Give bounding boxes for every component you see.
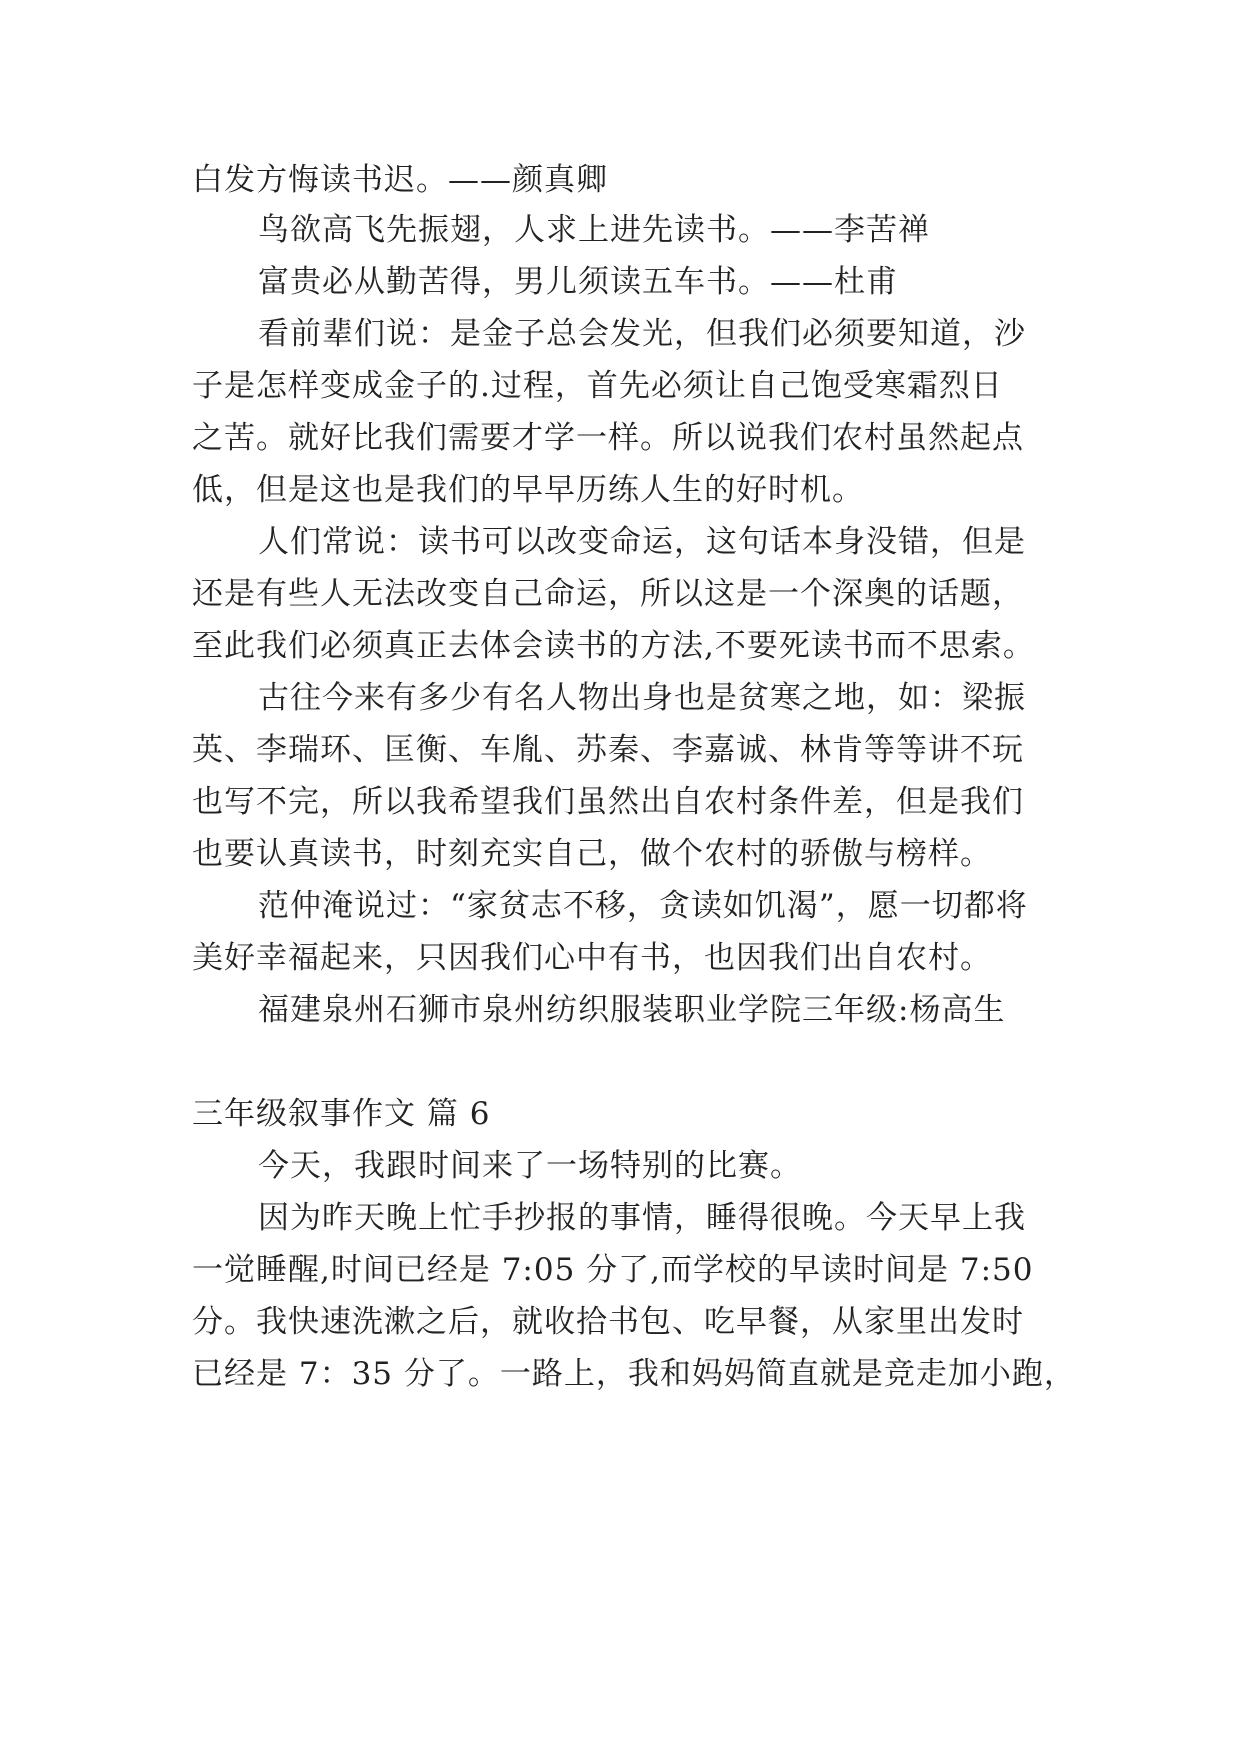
text-line: 一觉睡醒,时间已经是 7:05 分了,而学校的早读时间是 7:50	[192, 1252, 1034, 1288]
text-line: 子是怎样变成金子的.过程，首先必须让自己饱受寒霜烈日	[192, 368, 1003, 404]
text-line: 富贵必从勤苦得，男儿须读五车书。——杜甫	[258, 264, 898, 300]
text-line: 英、李瑞环、匡衡、车胤、苏秦、李嘉诚、林肯等等讲不玩	[192, 732, 1024, 768]
text-line: 也写不完，所以我希望我们虽然出自农村条件差，但是我们	[192, 784, 1024, 820]
text-line: 低，但是这也是我们的早早历练人生的好时机。	[192, 472, 864, 508]
text-line: 看前辈们说：是金子总会发光，但我们必须要知道，沙	[258, 316, 1026, 352]
text-line: 古往今来有多少有名人物出身也是贫寒之地，如：梁振	[258, 680, 1026, 716]
text-line: 之苦。就好比我们需要才学一样。所以说我们农村虽然起点	[192, 420, 1024, 456]
signature-line: 福建泉州石狮市泉州纺织服装职业学院三年级:杨高生	[258, 992, 1006, 1028]
text-line: 分。我快速洗漱之后，就收拾书包、吃早餐，从家里出发时	[192, 1304, 1024, 1340]
text-line: 人们常说：读书可以改变命运，这句话本身没错，但是	[258, 524, 1026, 560]
text-line: 范仲淹说过：“家贫志不移，贪读如饥渴”，愿一切都将	[258, 888, 1028, 924]
text-line: 也要认真读书，时刻充实自己，做个农村的骄傲与榜样。	[192, 836, 992, 872]
text-line: 鸟欲高飞先振翅，人求上进先读书。——李苦禅	[258, 212, 930, 248]
section-heading: 三年级叙事作文 篇 6	[192, 1096, 491, 1132]
text-line: 至此我们必须真正去体会读书的方法,不要死读书而不思索。	[192, 628, 1035, 664]
text-line: 还是有些人无法改变自己命运，所以这是一个深奥的话题，	[192, 576, 1024, 612]
text-line: 白发方悔读书迟。——颜真卿	[192, 162, 608, 198]
text-line: 已经是 7：35 分了。一路上，我和妈妈简直就是竞走加小跑，	[192, 1356, 1076, 1392]
text-line: 美好幸福起来，只因我们心中有书，也因我们出自农村。	[192, 940, 992, 976]
text-line: 因为昨天晚上忙手抄报的事情，睡得很晚。今天早上我	[258, 1200, 1026, 1236]
text-line: 今天，我跟时间来了一场特别的比赛。	[258, 1148, 802, 1184]
